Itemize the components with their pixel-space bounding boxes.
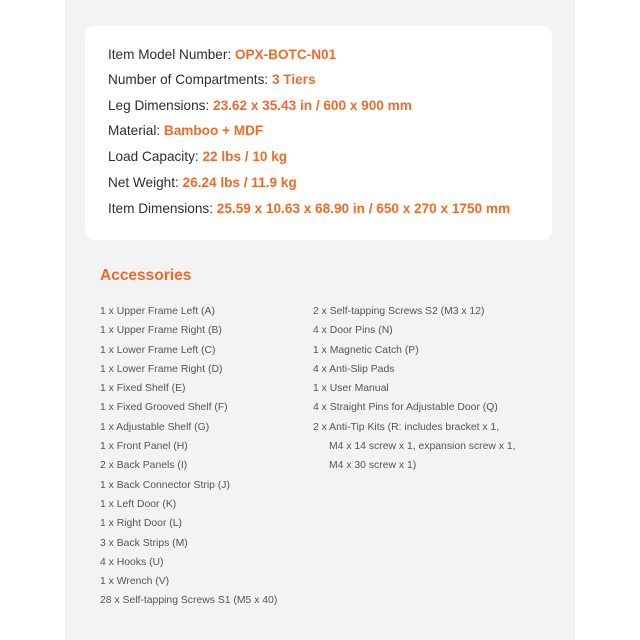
accessories-list-right <box>313 302 516 476</box>
list-item: 1 x Right Door (L) <box>100 518 182 530</box>
list-item: 2 x Anti-Tip Kits (R: includes bracket x 1, <box>313 421 500 433</box>
list-item: 2 x Back Panels (I) <box>100 460 188 472</box>
list-item-continuation: M4 x 30 screw x 1) <box>329 460 417 472</box>
spec-value: 23.62 x 35.43 in / 600 x 900 mm <box>213 98 412 113</box>
list-item-continuation: M4 x 14 screw x 1, expansion screw x 1, <box>329 441 516 453</box>
spec-compartments <box>108 69 316 91</box>
list-item: 4 x Anti-Slip Pads <box>313 363 395 375</box>
spec-label: Load Capacity: <box>108 149 203 164</box>
list-item: 1 x Left Door (K) <box>100 498 177 510</box>
list-item: 1 x User Manual <box>313 383 389 395</box>
list-item: 1 x Upper Frame Left (A) <box>100 306 215 317</box>
spec-value: 3 Tiers <box>271 72 316 87</box>
spec-value: Bamboo + MDF <box>163 123 264 138</box>
list-item: 1 x Wrench (V) <box>100 576 170 588</box>
list-item: 4 x Straight Pins for Adjustable Door (Q) <box>313 402 498 414</box>
spec-label: Item Dimensions: <box>108 201 217 216</box>
list-item: 28 x Self-tapping Screws S1 (M5 x 40) <box>100 595 278 607</box>
spec-label: Item Model Number: <box>108 47 235 62</box>
list-item: 1 x Fixed Shelf (E) <box>100 383 186 395</box>
spec-label: Net Weight: <box>108 175 183 190</box>
list-item: 1 x Magnetic Catch (P) <box>313 344 419 356</box>
list-item: 1 x Fixed Grooved Shelf (F) <box>100 402 228 414</box>
spec-value: 26.24 lbs / 11.9 kg <box>182 175 297 190</box>
spec-net-weight <box>108 172 297 194</box>
list-item: 1 x Front Panel (H) <box>100 441 188 453</box>
spec-leg-dimensions <box>108 95 412 117</box>
spec-material <box>108 120 263 142</box>
list-item: 3 x Back Strips (M) <box>100 537 188 549</box>
list-item: 1 x Back Connector Strip (J) <box>100 479 230 491</box>
list-item: 1 x Upper Frame Right (B) <box>100 325 222 337</box>
spec-value: 25.59 x 10.63 x 68.90 in / 650 x 270 x 1750 mm <box>216 201 511 216</box>
accessories-heading: Accessories <box>100 267 192 284</box>
spec-value: 22 lbs / 10 kg <box>202 149 288 164</box>
spec-label: Number of Compartments: <box>108 72 272 87</box>
list-item: 1 x Adjustable Shelf (G) <box>100 421 210 433</box>
spec-model-number <box>108 44 336 66</box>
spec-value: OPX-BOTC-N01 <box>234 47 337 62</box>
spec-load-capacity <box>108 146 287 168</box>
spec-label: Leg Dimensions: <box>108 98 214 113</box>
list-item: 1 x Lower Frame Right (D) <box>100 363 223 375</box>
spec-label: Material: <box>108 123 164 138</box>
accessories-list-left <box>100 302 277 611</box>
list-item: 2 x Self-tapping Screws S2 (M3 x 12) <box>313 306 485 317</box>
list-item: 1 x Lower Frame Left (C) <box>100 344 216 356</box>
list-item: 4 x Door Pins (N) <box>313 325 393 337</box>
list-item: 4 x Hooks (U) <box>100 556 164 568</box>
spec-item-dimensions <box>108 198 510 220</box>
